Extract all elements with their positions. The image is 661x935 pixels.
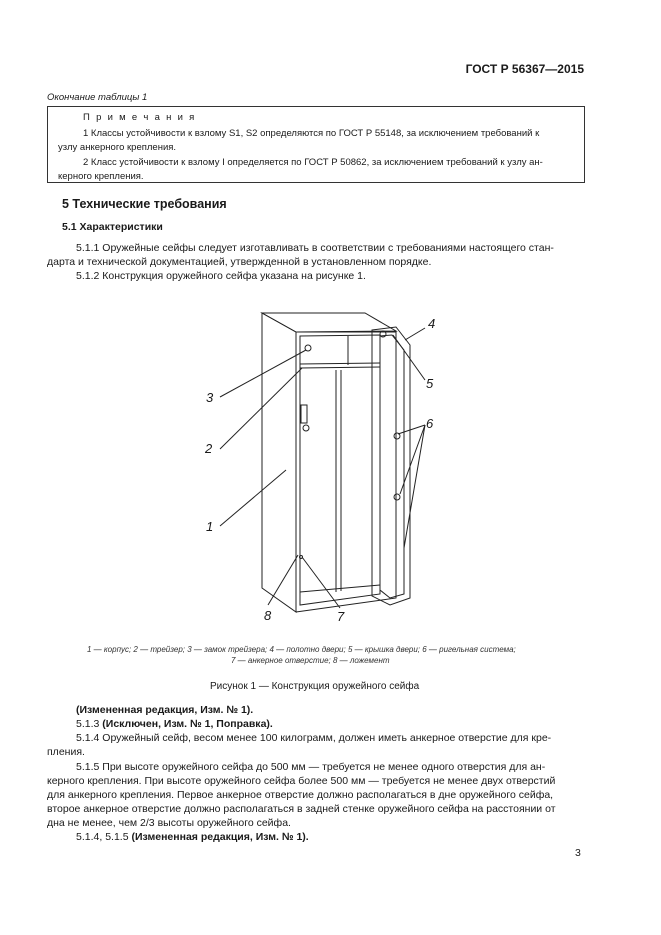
safe-inner-compartment (300, 335, 380, 605)
safe-bottom-edge (300, 585, 380, 592)
figure-label-5: 5 (426, 376, 434, 391)
door-bolt (394, 494, 400, 500)
figure-label-3: 3 (206, 390, 214, 405)
door-cover (380, 335, 404, 598)
paragraph-5-1-5-line-3: для анкерного крепления. Первое анкерное отверстие должно располагаться в дне оружейного сейфа, (47, 789, 554, 801)
paragraph-5-1-4-line-1: 5.1.4 Оружейный сейф, весом менее 100 килограмм, должен иметь анкерное отверстие для кре- (76, 732, 552, 744)
leader-line-3 (220, 350, 306, 397)
figure-label-1: 1 (206, 519, 214, 534)
figure-legend-line-2: 7 — анкерное отверстие; 8 — ложемент (231, 656, 390, 665)
table-end-caption: Окончание таблицы 1 (47, 92, 148, 103)
section-5-1-heading: 5.1 Характеристики (62, 221, 163, 233)
change-note-final (76, 830, 309, 845)
paragraph-5-1-5-line-2: керного крепления. При высоте оружейного сейфа более 500 мм — требуется не менее двух отверстий (47, 775, 556, 787)
trayzer-shelf (300, 363, 380, 364)
figure-label-7: 7 (337, 609, 345, 624)
leader-line-8 (268, 555, 298, 605)
page-number: 3 (575, 847, 581, 859)
note-1-line-1: 1 Классы устойчивости к взлому S1, S2 определяются по ГОСТ Р 55148, за исключением требований к (83, 128, 540, 139)
paragraph-5-1-5-line-1: 5.1.5 При высоте оружейного сейфа до 500 мм — требуется не менее одного отверстия для ан- (76, 761, 546, 773)
safe-front-frame (296, 332, 396, 612)
paragraph-5-1-4-line-2: пления. (47, 746, 85, 758)
leader-line-7 (302, 557, 340, 608)
safe-construction-figure (190, 300, 450, 635)
paragraph-5-1-5-line-4: второе анкерное отверстие должно располагаться в задней стенке оружейного сейфа на расстоянии от (47, 803, 556, 815)
figure-caption: Рисунок 1 — Конструкция оружейного сейфа (210, 681, 420, 692)
section-5-heading: 5 Технические требования (62, 197, 227, 211)
note-1-line-2: узлу анкерного крепления. (58, 142, 177, 153)
paragraph-5-1-3-status: (Исключен, Изм. № 1, Поправка). (102, 718, 273, 730)
paragraph-5-1-3 (76, 717, 273, 732)
main-lock-knob (303, 425, 309, 431)
main-lock (301, 405, 307, 423)
leader-line-1 (220, 470, 286, 526)
figure-label-4: 4 (428, 316, 436, 331)
figure-label-2: 2 (205, 441, 213, 456)
change-note-final-number: 5.1.4, 5.1.5 (76, 831, 132, 843)
figure-legend-line-1: 1 — корпус; 2 — трейзер; 3 — замок трейзера; 4 — полотно двери; 5 — крышка двери; 6 — ригельная система; (87, 645, 516, 654)
notes-box (47, 106, 585, 183)
leader-line-4 (405, 328, 425, 340)
leader-line-6a (398, 425, 425, 434)
change-note-1: (Измененная редакция, Изм. № 1). (76, 704, 254, 716)
paragraph-5-1-1-line-2: дарта и технической документацией, утвержденной в установленном порядке. (47, 256, 432, 268)
leader-line-5 (393, 335, 425, 380)
notes-title: П р и м е ч а н и я (83, 112, 197, 123)
change-note-final-status: (Измененная редакция, Изм. № 1). (131, 831, 309, 843)
document-header-standard: ГОСТ Р 56367—2015 (465, 62, 584, 76)
note-2-line-1: 2 Класс устойчивости к взлому I определяется по ГОСТ Р 50862, за исключением требований к узлу ан- (83, 157, 543, 168)
paragraph-5-1-5-line-5: дна не менее, чем 2/3 высоты оружейного сейфа. (47, 817, 291, 829)
paragraph-5-1-1-line-1: 5.1.1 Оружейные сейфы следует изготавливать в соответствии с требованиями настоящего стан- (76, 242, 554, 254)
note-2-line-2: керного крепления. (58, 171, 144, 182)
paragraph-5-1-3-number: 5.1.3 (76, 718, 103, 730)
figure-label-8: 8 (264, 608, 272, 623)
figure-label-6: 6 (426, 416, 434, 431)
paragraph-5-1-2: 5.1.2 Конструкция оружейного сейфа указана на рисунке 1. (76, 270, 366, 282)
leader-line-6c (404, 425, 425, 548)
leader-line-2 (220, 368, 302, 449)
